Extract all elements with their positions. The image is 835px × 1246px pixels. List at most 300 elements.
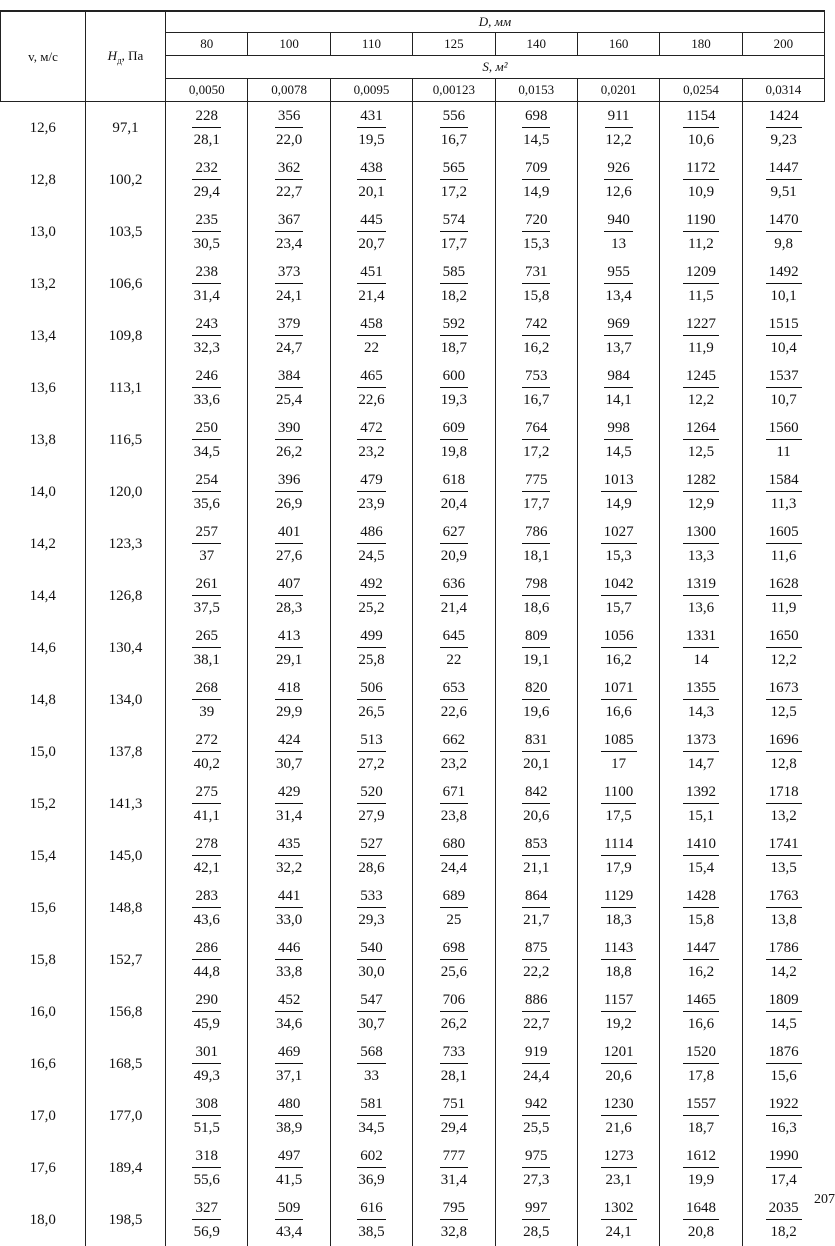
numerator: 257 <box>192 521 221 544</box>
numerator: 1085 <box>601 729 637 752</box>
numerator: 1612 <box>683 1145 719 1168</box>
fraction-cell <box>248 414 330 466</box>
fraction <box>413 261 494 308</box>
fraction-cell <box>166 778 248 830</box>
numerator: 445 <box>357 209 386 232</box>
fraction <box>496 1093 577 1140</box>
area-header: S, м² <box>166 56 825 79</box>
denominator: 17,5 <box>605 804 631 828</box>
fraction <box>660 625 741 672</box>
denominator: 40,2 <box>194 752 220 776</box>
denominator: 20,7 <box>358 232 384 256</box>
fraction <box>660 1145 741 1192</box>
fraction <box>413 729 494 776</box>
fraction-cell <box>495 882 577 934</box>
fraction <box>331 157 412 204</box>
fraction-cell <box>248 1090 330 1142</box>
fraction-cell <box>742 362 824 414</box>
fraction-cell <box>495 466 577 518</box>
fraction <box>413 417 494 464</box>
fraction-cell <box>413 1038 495 1090</box>
fraction-cell <box>166 1142 248 1194</box>
denominator: 19,2 <box>605 1012 631 1036</box>
denominator: 55,6 <box>194 1168 220 1192</box>
table-body <box>1 102 825 1246</box>
denominator: 25,4 <box>276 388 302 412</box>
fraction-cell <box>330 310 412 362</box>
fraction-cell <box>577 1090 659 1142</box>
numerator: 506 <box>357 677 386 700</box>
numerator: 1648 <box>683 1197 719 1220</box>
fraction-cell <box>660 1090 742 1142</box>
fraction-cell <box>495 1194 577 1246</box>
fraction-cell <box>577 466 659 518</box>
fraction <box>248 989 329 1036</box>
numerator: 998 <box>604 417 633 440</box>
fraction-cell <box>742 570 824 622</box>
numerator: 435 <box>275 833 304 856</box>
fraction <box>166 1145 247 1192</box>
fraction-cell <box>660 726 742 778</box>
fraction <box>743 469 825 516</box>
fraction <box>248 625 329 672</box>
denominator: 12,9 <box>688 492 714 516</box>
denominator: 16,7 <box>523 388 549 412</box>
denominator: 16,6 <box>605 700 631 724</box>
fraction <box>660 833 741 880</box>
velocity-cell: 15,0 <box>1 726 86 778</box>
denominator: 23,2 <box>441 752 467 776</box>
fraction <box>578 469 659 516</box>
fraction-cell <box>577 102 659 155</box>
dynamic-pressure-header <box>86 11 166 102</box>
denominator: 14 <box>693 648 708 672</box>
denominator: 11,2 <box>688 232 714 256</box>
table-row <box>1 570 825 622</box>
numerator: 497 <box>275 1145 304 1168</box>
fraction <box>496 209 577 256</box>
denominator: 22,0 <box>276 128 302 152</box>
fraction <box>496 1041 577 1088</box>
fraction-cell <box>248 622 330 674</box>
fraction-cell <box>330 778 412 830</box>
numerator: 1520 <box>683 1041 719 1064</box>
fraction-cell <box>577 1038 659 1090</box>
pressure-cell: 168,5 <box>86 1038 166 1090</box>
fraction <box>331 469 412 516</box>
denominator: 30,7 <box>276 752 302 776</box>
denominator: 24,1 <box>276 284 302 308</box>
table-row <box>1 1038 825 1090</box>
numerator: 413 <box>275 625 304 648</box>
numerator: 1264 <box>683 417 719 440</box>
numerator: 465 <box>357 365 386 388</box>
fraction-cell <box>742 466 824 518</box>
fraction <box>743 781 825 828</box>
denominator: 13,4 <box>605 284 631 308</box>
velocity-cell: 18,0 <box>1 1194 86 1246</box>
denominator: 19,6 <box>523 700 549 724</box>
fraction <box>743 209 825 256</box>
fraction <box>331 1093 412 1140</box>
diameter-cell: 125 <box>413 33 495 56</box>
fraction-cell <box>413 778 495 830</box>
denominator: 14,2 <box>770 960 796 984</box>
numerator: 1741 <box>766 833 802 856</box>
fraction-cell <box>742 414 824 466</box>
fraction <box>413 625 494 672</box>
h-unit: , Па <box>122 48 144 63</box>
fraction <box>496 729 577 776</box>
fraction <box>166 885 247 932</box>
denominator: 14,5 <box>770 1012 796 1036</box>
area-cell: 0,0254 <box>660 79 742 102</box>
fraction-cell <box>742 934 824 986</box>
fraction-cell <box>248 882 330 934</box>
denominator: 11,9 <box>688 336 714 360</box>
fraction <box>496 677 577 724</box>
fraction-cell <box>330 986 412 1038</box>
pressure-cell: 130,4 <box>86 622 166 674</box>
fraction-cell <box>577 206 659 258</box>
fraction <box>413 469 494 516</box>
fraction-cell <box>495 310 577 362</box>
fraction-cell <box>166 258 248 310</box>
fraction-cell <box>413 206 495 258</box>
denominator: 31,4 <box>441 1168 467 1192</box>
fraction <box>578 781 659 828</box>
fraction <box>496 157 577 204</box>
fraction <box>743 573 825 620</box>
numerator: 327 <box>192 1197 221 1220</box>
fraction <box>166 365 247 412</box>
fraction <box>578 105 659 152</box>
denominator: 22,2 <box>523 960 549 984</box>
numerator: 373 <box>275 261 304 284</box>
denominator: 23,2 <box>358 440 384 464</box>
denominator: 17,2 <box>523 440 549 464</box>
fraction <box>743 833 825 880</box>
fraction-cell <box>660 622 742 674</box>
fraction-cell <box>577 622 659 674</box>
fraction <box>413 157 494 204</box>
fraction <box>660 521 741 568</box>
numerator: 2035 <box>766 1197 802 1220</box>
denominator: 44,8 <box>194 960 220 984</box>
fraction <box>166 1093 247 1140</box>
diameter-cell: 180 <box>660 33 742 56</box>
diameter-header: D, мм <box>166 11 825 33</box>
denominator: 18,7 <box>688 1116 714 1140</box>
fraction <box>743 105 825 152</box>
denominator: 29,9 <box>276 700 302 724</box>
numerator: 1056 <box>601 625 637 648</box>
denominator: 15,1 <box>688 804 714 828</box>
fraction <box>248 1145 329 1192</box>
fraction-cell <box>166 570 248 622</box>
denominator: 10,6 <box>688 128 714 152</box>
fraction-cell <box>660 466 742 518</box>
fraction <box>166 573 247 620</box>
numerator: 235 <box>192 209 221 232</box>
fraction <box>496 833 577 880</box>
numerator: 499 <box>357 625 386 648</box>
pressure-cell: 120,0 <box>86 466 166 518</box>
numerator: 955 <box>604 261 633 284</box>
numerator: 731 <box>522 261 551 284</box>
fraction-cell <box>742 518 824 570</box>
denominator: 19,3 <box>441 388 467 412</box>
table-row <box>1 830 825 882</box>
fraction-cell <box>413 726 495 778</box>
numerator: 509 <box>275 1197 304 1220</box>
denominator: 14,5 <box>523 128 549 152</box>
numerator: 556 <box>440 105 469 128</box>
fraction <box>743 729 825 776</box>
fraction-cell <box>495 518 577 570</box>
numerator: 706 <box>440 989 469 1012</box>
denominator: 31,4 <box>194 284 220 308</box>
table-row <box>1 466 825 518</box>
fraction <box>660 989 741 1036</box>
numerator: 645 <box>440 625 469 648</box>
h-subscript: д <box>117 55 122 65</box>
pressure-cell: 141,3 <box>86 778 166 830</box>
fraction <box>248 261 329 308</box>
pressure-cell: 126,8 <box>86 570 166 622</box>
fraction <box>413 885 494 932</box>
fraction <box>413 937 494 984</box>
fraction-cell <box>577 154 659 206</box>
fraction-cell <box>413 986 495 1038</box>
numerator: 396 <box>275 469 304 492</box>
denominator: 13,3 <box>688 544 714 568</box>
fraction <box>331 729 412 776</box>
denominator: 15,6 <box>770 1064 796 1088</box>
fraction <box>413 1041 494 1088</box>
denominator: 29,3 <box>358 908 384 932</box>
denominator: 23,1 <box>605 1168 631 1192</box>
denominator: 13 <box>611 232 626 256</box>
numerator: 318 <box>192 1145 221 1168</box>
denominator: 36,9 <box>358 1168 384 1192</box>
fraction <box>496 885 577 932</box>
pressure-cell: 103,5 <box>86 206 166 258</box>
numerator: 984 <box>604 365 633 388</box>
fraction-cell <box>413 1142 495 1194</box>
numerator: 1273 <box>601 1145 637 1168</box>
fraction <box>743 885 825 932</box>
fraction-cell <box>495 986 577 1038</box>
pressure-cell: 148,8 <box>86 882 166 934</box>
denominator: 17,2 <box>441 180 467 204</box>
fraction-cell <box>495 674 577 726</box>
fraction <box>578 937 659 984</box>
denominator: 21,7 <box>523 908 549 932</box>
numerator: 246 <box>192 365 221 388</box>
fraction <box>248 1093 329 1140</box>
denominator: 18,2 <box>770 1220 796 1244</box>
numerator: 842 <box>522 781 551 804</box>
fraction-cell <box>248 466 330 518</box>
fraction <box>743 521 825 568</box>
denominator: 26,5 <box>358 700 384 724</box>
numerator: 969 <box>604 313 633 336</box>
denominator: 51,5 <box>194 1116 220 1140</box>
fraction-cell <box>330 830 412 882</box>
fraction-cell <box>577 934 659 986</box>
fraction <box>496 989 577 1036</box>
fraction <box>496 1145 577 1192</box>
fraction <box>578 365 659 412</box>
numerator: 1424 <box>766 105 802 128</box>
velocity-cell: 17,6 <box>1 1142 86 1194</box>
numerator: 1696 <box>766 729 802 752</box>
denominator: 12,8 <box>770 752 796 776</box>
numerator: 268 <box>192 677 221 700</box>
fraction-cell <box>742 258 824 310</box>
fraction <box>166 521 247 568</box>
numerator: 997 <box>522 1197 551 1220</box>
fraction-cell <box>330 154 412 206</box>
fraction <box>413 781 494 828</box>
numerator: 407 <box>275 573 304 596</box>
fraction <box>496 521 577 568</box>
table-row <box>1 1142 825 1194</box>
denominator: 11,5 <box>688 284 714 308</box>
numerator: 592 <box>440 313 469 336</box>
denominator: 12,2 <box>688 388 714 412</box>
denominator: 23,4 <box>276 232 302 256</box>
denominator: 12,2 <box>605 128 631 152</box>
fraction-cell <box>413 466 495 518</box>
fraction-cell <box>577 778 659 830</box>
numerator: 975 <box>522 1145 551 1168</box>
fraction-cell <box>495 206 577 258</box>
velocity-cell: 13,0 <box>1 206 86 258</box>
fraction <box>331 885 412 932</box>
fraction <box>413 521 494 568</box>
fraction-cell <box>495 726 577 778</box>
fraction <box>331 209 412 256</box>
fraction-cell <box>330 1038 412 1090</box>
fraction-cell <box>742 830 824 882</box>
numerator: 1300 <box>683 521 719 544</box>
fraction <box>248 105 329 152</box>
numerator: 662 <box>440 729 469 752</box>
numerator: 919 <box>522 1041 551 1064</box>
numerator: 1876 <box>766 1041 802 1064</box>
fraction-cell <box>248 154 330 206</box>
denominator: 29,1 <box>276 648 302 672</box>
denominator: 18,8 <box>605 960 631 984</box>
numerator: 636 <box>440 573 469 596</box>
fraction-cell <box>248 258 330 310</box>
fraction-cell <box>330 362 412 414</box>
denominator: 28,1 <box>194 128 220 152</box>
numerator: 1172 <box>683 157 718 180</box>
numerator: 698 <box>440 937 469 960</box>
numerator: 424 <box>275 729 304 752</box>
numerator: 1209 <box>683 261 719 284</box>
table-row <box>1 726 825 778</box>
fraction <box>578 625 659 672</box>
page-number: 207 <box>814 1192 835 1208</box>
numerator: 520 <box>357 781 386 804</box>
fraction <box>331 105 412 152</box>
denominator: 14,3 <box>688 700 714 724</box>
denominator: 10,4 <box>770 336 796 360</box>
numerator: 286 <box>192 937 221 960</box>
velocity-cell: 15,4 <box>1 830 86 882</box>
fraction <box>248 1041 329 1088</box>
numerator: 1650 <box>766 625 802 648</box>
fraction-cell <box>330 726 412 778</box>
velocity-cell: 16,6 <box>1 1038 86 1090</box>
numerator: 283 <box>192 885 221 908</box>
fraction-cell <box>413 934 495 986</box>
numerator: 1465 <box>683 989 719 1012</box>
fraction <box>166 1041 247 1088</box>
numerator: 232 <box>192 157 221 180</box>
numerator: 680 <box>440 833 469 856</box>
numerator: 1042 <box>601 573 637 596</box>
fraction-cell <box>413 310 495 362</box>
numerator: 689 <box>440 885 469 908</box>
fraction-cell <box>660 1038 742 1090</box>
numerator: 1786 <box>766 937 802 960</box>
fraction-cell <box>660 102 742 155</box>
fraction-cell <box>660 934 742 986</box>
denominator: 17,8 <box>688 1064 714 1088</box>
pressure-cell: 137,8 <box>86 726 166 778</box>
denominator: 25,5 <box>523 1116 549 1140</box>
fraction-cell <box>495 102 577 155</box>
numerator: 261 <box>192 573 221 596</box>
numerator: 243 <box>192 313 221 336</box>
pressure-cell: 109,8 <box>86 310 166 362</box>
fraction-cell <box>166 1090 248 1142</box>
fraction-cell <box>660 518 742 570</box>
fraction <box>248 417 329 464</box>
numerator: 1355 <box>683 677 719 700</box>
numerator: 272 <box>192 729 221 752</box>
area-cell: 0,00123 <box>413 79 495 102</box>
velocity-cell: 14,8 <box>1 674 86 726</box>
fraction <box>578 521 659 568</box>
velocity-cell: 16,0 <box>1 986 86 1038</box>
numerator: 911 <box>605 105 633 128</box>
fraction-cell <box>495 1038 577 1090</box>
fraction-cell <box>248 726 330 778</box>
fraction <box>331 937 412 984</box>
fraction <box>166 937 247 984</box>
fraction <box>331 781 412 828</box>
denominator: 28,1 <box>441 1064 467 1088</box>
numerator: 753 <box>522 365 551 388</box>
fraction-cell <box>248 362 330 414</box>
pressure-cell: 116,5 <box>86 414 166 466</box>
fraction <box>331 313 412 360</box>
table-row <box>1 674 825 726</box>
velocity-cell: 13,2 <box>1 258 86 310</box>
velocity-cell: 14,4 <box>1 570 86 622</box>
denominator: 16,2 <box>605 648 631 672</box>
velocity-cell: 14,0 <box>1 466 86 518</box>
denominator: 30,0 <box>358 960 384 984</box>
fraction-cell <box>495 258 577 310</box>
denominator: 18,3 <box>605 908 631 932</box>
